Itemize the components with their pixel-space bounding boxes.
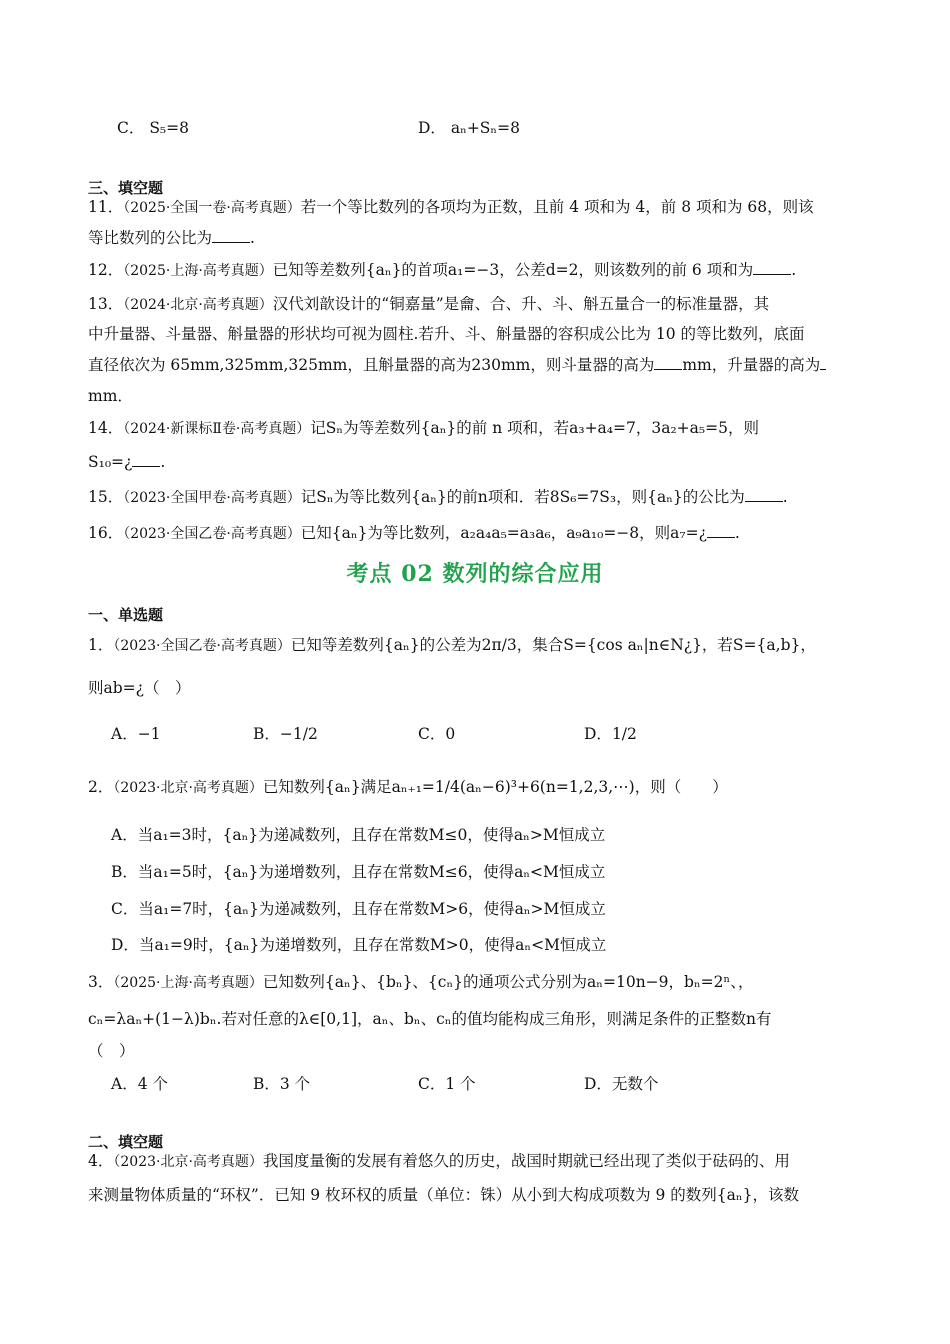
question-3: 3．（2025·上海·高考真题）已知数列{aₙ}、{bₙ}、{cₙ}的通项公式分别为aₙ=10n−9，bₙ=2ⁿ、， xyxy=(88,973,754,991)
question-3-option-d: D．无数个 xyxy=(584,1075,659,1093)
section-heading-fill-blank-2: 二、填空题 xyxy=(88,1133,164,1151)
question-13-line2: 中升量器、斗量器、斛量器的形状均可视为圆柱.若升、斗、斛量器的容积成公比为 10 的等比数列，底面 xyxy=(88,325,805,343)
question-2-option-b: B．当a₁=5时，{aₙ}为递增数列，且存在常数M≤6，使得aₙ<M恒成立 xyxy=(111,863,606,881)
question-4: 4．（2023·北京·高考真题）我国度量衡的发展有着悠久的历史，战国时期就已经出现了类似于砝码的、用 xyxy=(88,1152,790,1170)
question-11: 11．（2025·全国一卷·高考真题）若一个等比数列的各项均为正数，且前 4 项和为 4，前 8 项和为 68，则该 xyxy=(88,198,814,216)
question-1-option-b: B．−1/2 xyxy=(253,725,318,743)
question-13: 13．（2024·北京·高考真题）汉代刘歆设计的“铜嘉量”是龠、合、升、斗、斛五量合一的标准量器，其 xyxy=(88,295,770,313)
question-3-option-c: C．1 个 xyxy=(418,1075,476,1093)
question-14-line2: S₁₀=¿ . xyxy=(88,453,166,471)
question-15: 15．（2023·全国甲卷·高考真题）记Sₙ为等比数列{aₙ}的前n项和．若8S₆=7S₃，则{aₙ}的公比为 . xyxy=(88,488,788,506)
option-d-expr: aₙ+Sₙ=8 xyxy=(450,119,520,137)
question-12: 12．（2025·上海·高考真题）已知等差数列{aₙ}的首项a₁=−3，公差d=2，则该数列的前 6 项和为 . xyxy=(88,261,797,279)
option-d: D． aₙ+Sₙ=8 xyxy=(418,119,520,137)
question-3-option-b: B．3 个 xyxy=(253,1075,311,1093)
question-1-option-c: C．0 xyxy=(418,725,456,743)
question-13-line3: 直径依次为 65mm,325mm,325mm，且斛量器的高为230mm，则斗量器的高为 mm，升量器的高为 xyxy=(88,354,826,376)
section-heading-fill-blank: 三、填空题 xyxy=(88,179,164,197)
section-title: 考点 02 数列的综合应用 xyxy=(346,561,604,587)
question-3-option-a: A．4 个 xyxy=(111,1075,168,1093)
question-11-line2: 等比数列的公比为 . xyxy=(88,229,255,247)
question-2-option-d: D．当a₁=9时，{aₙ}为递增数列，且存在常数M>0，使得aₙ<M恒成立 xyxy=(111,936,607,954)
question-1-line2: 则ab=¿（ ） xyxy=(88,679,191,697)
question-1-option-a: A．−1 xyxy=(111,725,161,743)
question-16: 16．（2023·全国乙卷·高考真题）已知{aₙ}为等比数列，a₂a₄a₅=a₃a₆，a₉a₁₀=−8，则a₇=¿ . xyxy=(88,524,740,542)
question-2: 2．（2023·北京·高考真题）已知数列{aₙ}满足aₙ₊₁=1/4(aₙ−6)³+6(n=1,2,3,⋯)，则（ ） xyxy=(88,778,728,796)
question-2-option-c: C．当a₁=7时，{aₙ}为递减数列，且存在常数M>6，使得aₙ>M恒成立 xyxy=(111,900,606,918)
question-14: 14．（2024·新课标Ⅱ卷·高考真题）记Sₙ为等差数列{aₙ}的前 n 项和，若a₃+a₄=7，3a₂+a₅=5，则 xyxy=(88,419,759,437)
question-1-option-d: D．1/2 xyxy=(584,725,637,743)
question-2-option-a: A．当a₁=3时，{aₙ}为递减数列，且存在常数M≤0，使得aₙ>M恒成立 xyxy=(111,826,606,844)
question-4-line2: 来测量物体质量的“环权”．已知 9 枚环权的质量（单位：铢）从小到大构成项数为 9 的数列{aₙ}，该数 xyxy=(88,1186,799,1204)
question-13-line4: mm． xyxy=(88,387,133,405)
question-3-line2: cₙ=λaₙ+(1−λ)bₙ.若对任意的λ∈[0,1]，aₙ、bₙ、cₙ的值均能构成三角形，则满足条件的正整数n有 xyxy=(88,1010,772,1028)
section-heading-single-choice: 一、单选题 xyxy=(88,606,164,624)
question-1: 1．（2023·全国乙卷·高考真题）已知等差数列{aₙ}的公差为2π/3，集合S={cos aₙ|n∈N¿}，若S={a,b}， xyxy=(88,636,816,654)
option-c: C． S₅=8 xyxy=(117,119,189,137)
question-3-line3: （ ） xyxy=(88,1042,135,1060)
option-c-expr: S₅=8 xyxy=(149,119,189,137)
